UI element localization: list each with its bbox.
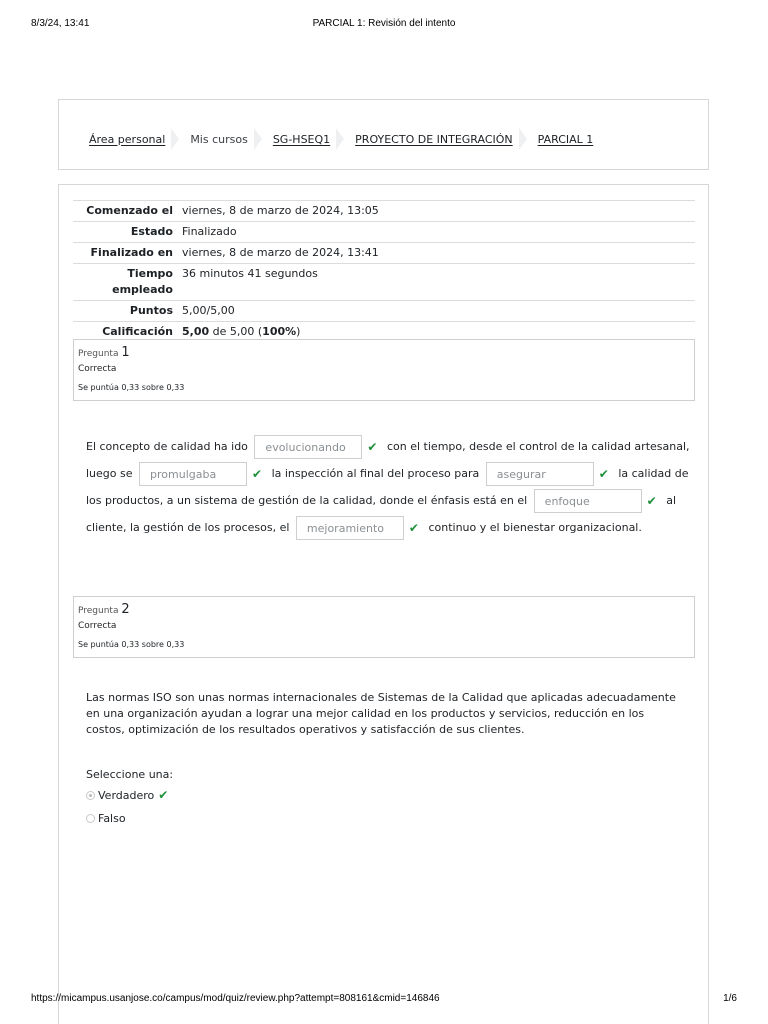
- breadcrumb-separator: [254, 128, 263, 150]
- check-icon: ✔: [252, 467, 263, 481]
- breadcrumb-course[interactable]: SG-HSEQ1: [272, 132, 331, 146]
- table-row: [73, 243, 695, 264]
- question-number: 2: [121, 602, 130, 617]
- question-1-line: [86, 515, 676, 541]
- q1-text-2: con el tiempo, desde el control de la calidad artesanal,: [386, 440, 690, 453]
- radio-icon[interactable]: [86, 791, 95, 800]
- question-2-text: [86, 690, 676, 826]
- grade-label: Calificación: [102, 325, 173, 338]
- print-title: PARCIAL 1: Revisión del intento: [312, 18, 456, 29]
- q1-text-4: la inspección al final del proceso para: [271, 467, 480, 480]
- attempt-summary-table: [73, 200, 695, 342]
- breadcrumb-separator: [336, 128, 345, 150]
- check-icon: ✔: [367, 440, 378, 454]
- check-icon: ✔: [408, 521, 419, 535]
- breadcrumb-area-personal[interactable]: Área personal: [89, 132, 166, 146]
- grade-percent: 100%: [262, 325, 297, 338]
- question-2-number: [78, 602, 130, 617]
- q2-prompt: Seleccione una:: [86, 768, 174, 781]
- q1-answer-5-input[interactable]: mejoramiento: [296, 516, 404, 540]
- question-1-number: [78, 345, 130, 360]
- question-label: Pregunta: [78, 606, 119, 616]
- question-label: Pregunta: [78, 349, 119, 359]
- started-value: viernes, 8 de marzo de 2024, 13:05: [182, 204, 379, 217]
- q1-text-1: El concepto de calidad ha ido: [86, 440, 248, 453]
- time-label: [73, 264, 178, 301]
- question-1-text: [86, 434, 690, 542]
- q1-text-6: los productos, a un sistema de gestión de la calidad, donde el énfasis está en el: [86, 494, 528, 507]
- breadcrumb-quiz[interactable]: PARCIAL 1: [537, 132, 594, 146]
- print-header: [31, 18, 737, 32]
- q1-answer-2-input[interactable]: promulgaba: [139, 462, 247, 486]
- question-1-line: [86, 434, 690, 460]
- q2-option-falso[interactable]: [86, 810, 676, 826]
- table-row: [73, 264, 695, 301]
- check-icon: ✔: [646, 494, 657, 508]
- q1-answer-3-input[interactable]: asegurar: [486, 462, 594, 486]
- breadcrumb-mis-cursos: Mis cursos: [190, 132, 248, 146]
- question-2-grade: Se puntúa 0,33 sobre 0,33: [78, 640, 185, 649]
- review-region: [58, 184, 709, 1024]
- state-value: Finalizado: [182, 225, 237, 238]
- q1-text-8: cliente, la gestión de los procesos, el: [86, 521, 290, 534]
- finished-label: Finalizado en: [90, 246, 173, 259]
- started-label: Comenzado el: [86, 204, 173, 217]
- question-1-state: Correcta: [78, 364, 117, 374]
- q1-text-3: luego se: [86, 467, 133, 480]
- time-label-line2: empleado: [112, 283, 173, 296]
- q1-answer-4-input[interactable]: enfoque: [534, 489, 642, 513]
- grade-score: 5,00: [182, 325, 210, 338]
- q1-text-7: al: [666, 494, 677, 507]
- check-icon: ✔: [158, 788, 169, 802]
- question-1-line: [86, 488, 676, 514]
- q2-option-label: Verdadero: [98, 788, 155, 802]
- breadcrumb-panel: [58, 99, 709, 170]
- q2-option-label: Falso: [98, 811, 126, 825]
- points-value: 5,00/5,00: [182, 304, 235, 317]
- time-value: 36 minutos 41 segundos: [182, 267, 318, 280]
- question-2-info: [73, 596, 695, 658]
- time-label-line1: Tiempo: [127, 267, 173, 280]
- table-row: [73, 301, 695, 322]
- grade-close: ): [296, 325, 301, 338]
- state-label: Estado: [130, 225, 173, 238]
- question-1-grade: Se puntúa 0,33 sobre 0,33: [78, 383, 185, 392]
- table-row: [73, 201, 695, 222]
- breadcrumb: [89, 128, 593, 150]
- breadcrumb-separator: [519, 128, 528, 150]
- print-datetime: 8/3/24, 13:41: [31, 18, 90, 29]
- q1-text-9: continuo y el bienestar organizacional.: [428, 521, 642, 534]
- breadcrumb-section[interactable]: PROYECTO DE INTEGRACIÓN: [355, 132, 513, 146]
- q1-text-5: la calidad de: [618, 467, 689, 480]
- breadcrumb-separator: [171, 128, 180, 150]
- grade-out-of: de 5,00 (: [209, 325, 263, 338]
- question-1-line: [86, 461, 689, 487]
- print-page-number: 1/6: [723, 993, 737, 1004]
- q1-answer-1-input[interactable]: evolucionando: [254, 435, 362, 459]
- finished-value: viernes, 8 de marzo de 2024, 13:41: [182, 246, 379, 259]
- radio-icon[interactable]: [86, 814, 95, 823]
- print-footer: [31, 993, 737, 1007]
- question-2-state: Correcta: [78, 621, 117, 631]
- points-label: Puntos: [129, 304, 173, 317]
- q2-statement: Las normas ISO son unas normas internacionales de Sistemas de la Calidad que aplicadas adecuadamente en una organización ayudan a lograr una mejor calidad en los productos y servicios, reducción en los costos, optimización de los resultados operativos y satisfacción de sus clientes.: [86, 691, 676, 736]
- q2-option-verdadero[interactable]: [86, 787, 676, 803]
- question-1-info: [73, 339, 695, 401]
- check-icon: ✔: [598, 467, 609, 481]
- print-url: https://micampus.usanjose.co/campus/mod/quiz/review.php?attempt=808161&cmid=146846: [31, 993, 440, 1004]
- table-row: [73, 222, 695, 243]
- question-number: 1: [121, 345, 130, 360]
